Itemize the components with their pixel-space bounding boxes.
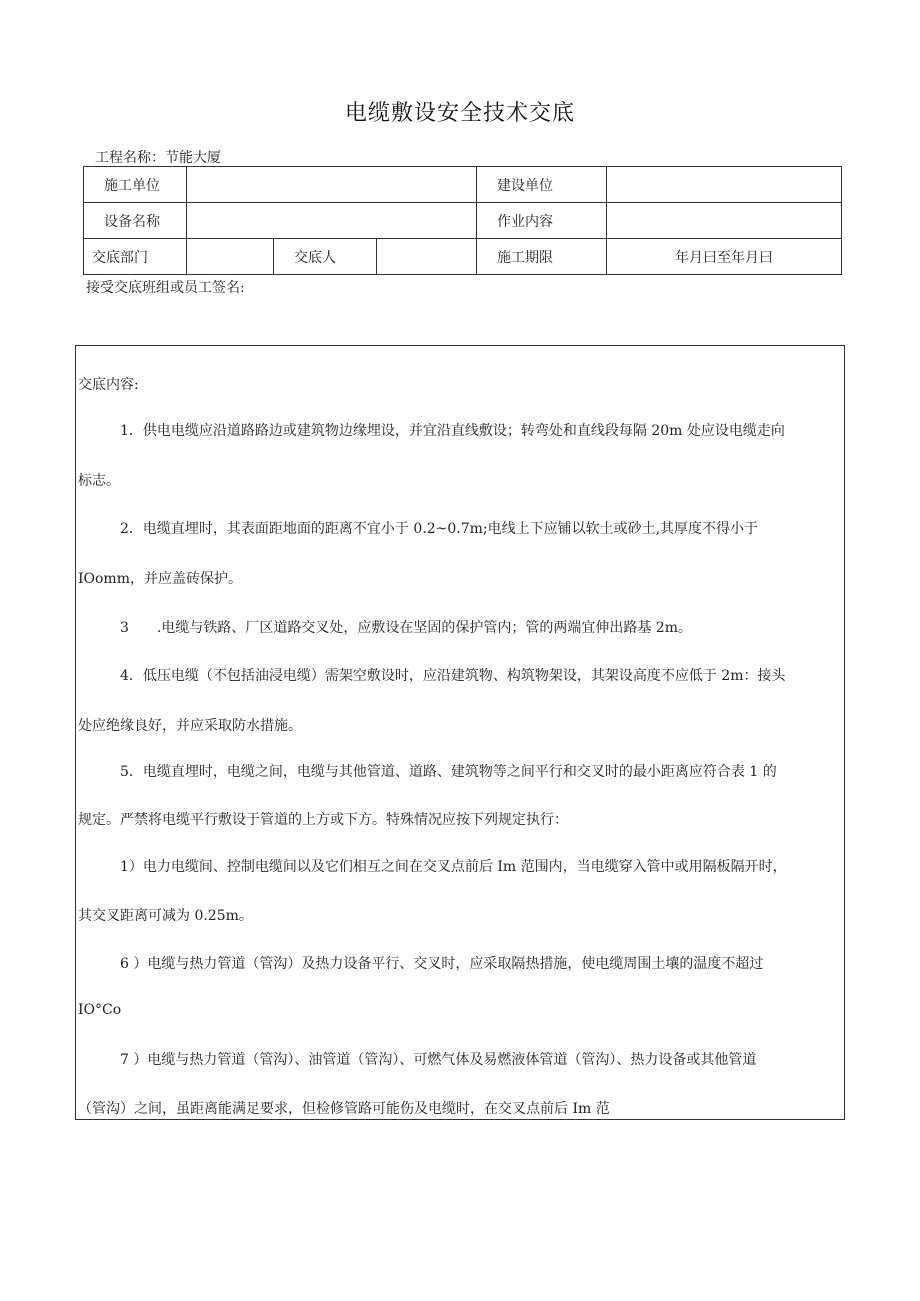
- content-line: IOomm，并应盖砖保护。: [78, 571, 242, 587]
- content-line: 处应绝缘良好，并应采取防水措施。: [78, 718, 302, 734]
- content-line: 4．低压电缆（不包括油浸电缆）需架空敷设时，应沿建筑物、构筑物架设，其架设高度不应低于 2m：接头: [120, 668, 786, 684]
- dept-value: [187, 239, 274, 275]
- content-line: 1）电力电缆间、控制电缆间以及它们相互之间在交叉点前后 Im 范围内，当电缆穿入管中或用隔板隔开时，: [120, 859, 787, 875]
- equipment-label: 设备名称: [84, 203, 187, 239]
- content-line: 7 ）电缆与热力管道（管沟）、油管道（管沟）、可燃气体及易燃液体管道（管沟）、热力设备或其他管道: [120, 1052, 757, 1068]
- person-value: [377, 239, 477, 275]
- construction-unit-value: [187, 167, 477, 203]
- content-heading: 交底内容:: [78, 377, 139, 393]
- period-label: 施工期限: [477, 239, 607, 275]
- work-content-value: [607, 203, 842, 239]
- content-line: 规定。严禁将电缆平行敷设于管道的上方或下方。特殊情况应按下列规定执行：: [78, 812, 568, 828]
- owner-unit-value: [607, 167, 842, 203]
- owner-unit-label: 建设单位: [477, 167, 607, 203]
- project-name: 工程名称：节能大厦: [95, 150, 221, 166]
- content-line: （管沟）之间，虽距离能满足要求，但检修管路可能伤及电缆时，在交叉点前后 Im 范: [78, 1101, 610, 1117]
- sign-line: 接受交底班组或员工签名:: [86, 280, 245, 296]
- content-line: 1．供电电缆应沿道路路边或建筑物边缘埋设，并宜沿直线敷设；转弯处和直线段每隔 20m 处应设电缆走向: [120, 423, 785, 439]
- construction-unit-label: 施工单位: [84, 167, 187, 203]
- content-line: 标志。: [78, 473, 120, 489]
- content-line: 2．电缆直埋时，其表面距地面的距离不宜小于 0.2~0.7m;电线上下应铺以软土或砂土,其厚度不得小于: [120, 521, 759, 537]
- period-value: 年月曰至年月曰: [607, 239, 842, 275]
- page-title: 电缆敷设安全技术交底: [344, 101, 575, 126]
- equipment-value: [187, 203, 477, 239]
- content-line: 5．电缆直埋时，电缆之间，电缆与其他管道、道路、建筑物等之间平行和交叉时的最小距离应符合表 1 的: [120, 764, 777, 780]
- content-line: 其交叉距离可减为 0.25m。: [78, 908, 253, 924]
- content-line: 3 .电缆与铁路、厂区道路交叉处，应敷设在坚固的保护管内；管的两端宜伸出路基 2m。: [120, 620, 692, 636]
- content-line: 6 ）电缆与热力管道（管沟）及热力设备平行、交叉时，应采取隔热措施，使电缆周围土壤的温度不超过: [120, 956, 764, 972]
- content-line: IO°Co: [78, 1002, 122, 1018]
- work-content-label: 作业内容: [477, 203, 607, 239]
- info-table: [83, 166, 842, 275]
- person-label: 交底人: [274, 239, 377, 275]
- dept-label: 交底部门: [84, 239, 187, 275]
- content-box: [75, 345, 845, 1120]
